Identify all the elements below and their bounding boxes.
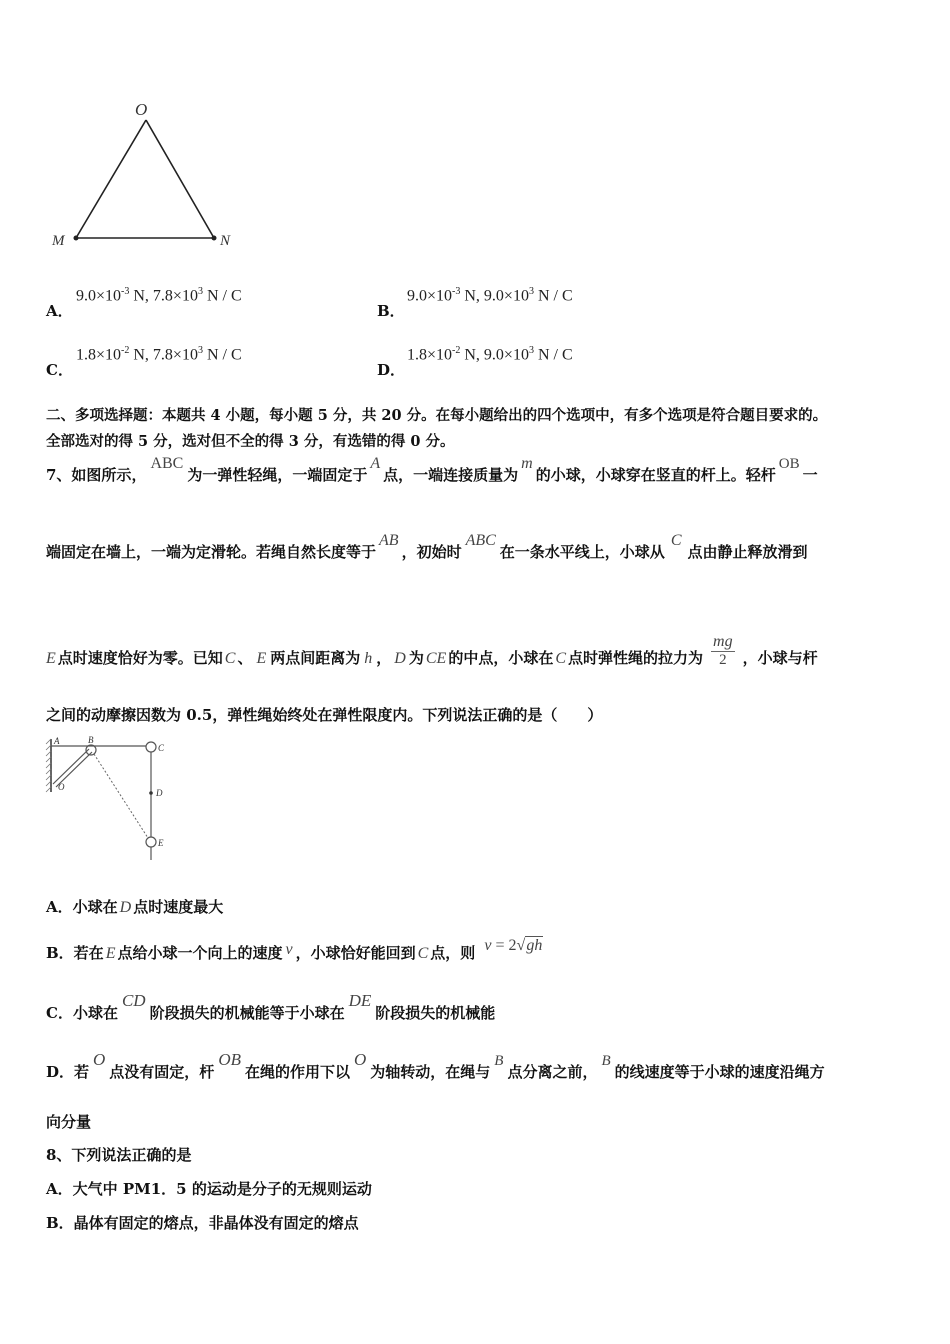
fig-label-e: E — [158, 838, 164, 848]
section-heading-line1: 二、多项选择题：本题共 4 小题，每小题 5 分，共 20 分。在每小题给出的四个选项中，有多个选项是符合题目要求的。 — [46, 407, 828, 424]
option-formula: $9.0\times 10^{-3}$ N, $7.8\times 10^3$ N / C — [76, 286, 242, 305]
option-letter: D． — [377, 361, 406, 379]
q7-option-d[interactable]: D．若O点没有固定，杆OB在绳的作用下以O为轴转动，在绳与B点分离之前，B的线速度等于小球的速度沿绳方 — [46, 1050, 825, 1081]
q7-option-b[interactable]: B．若在 E 点给小球一个向上的速度 v ，小球恰好能回到 C 点，则 v = 2√gh — [46, 937, 543, 962]
ball-c — [146, 742, 156, 752]
option-formula: $1.8\times 10^{-2}$ N, $9.0\times 10^3$ N / C — [407, 345, 573, 364]
fraction-mg-over-2: $\frac{mg}{2}$ — [713, 633, 733, 668]
q7-stem-line2: 端固定在墙上，一端为定滑轮。若绳自然长度等于AB，初始时ABC在一条水平线上，小球从C点由静止释放滑到 — [46, 532, 808, 561]
sqrt-sign: √ — [516, 937, 526, 954]
q7-option-c[interactable]: C．小球在CD阶段损失的机械能等于小球在DE阶段损失的机械能 — [46, 991, 496, 1022]
rope-stretched — [94, 754, 148, 838]
q8-option-a[interactable]: A．大气中 PM1．5 的运动是分子的无规则运动 — [46, 1180, 372, 1198]
label-n: N — [220, 233, 231, 249]
fig-label-d: D — [156, 788, 163, 798]
formula-v-2sqrtgh: v = 2√gh — [484, 937, 543, 954]
q7-option-a[interactable]: A．小球在 D 点时速度最大 — [46, 898, 224, 916]
q8-option-b[interactable]: B．晶体有固定的熔点，非晶体没有固定的熔点 — [46, 1214, 359, 1232]
option-formula: $9.0\times 10^{-3}$ N, $9.0\times 10^3$ N / C — [407, 286, 573, 305]
fig-label-o: O — [58, 782, 65, 792]
ball-e — [146, 837, 156, 847]
q7-stem-line1: 7、如图所示，ABC为一弹性轻绳，一端固定于A点，一端连接质量为m的小球，小球穿在竖直的杆上。轻杆OB一 — [46, 455, 818, 484]
q7-option-d-cont: 向分量 — [46, 1113, 92, 1131]
q7-figure — [44, 734, 184, 864]
section-heading-line2: 全部选对的得 5 分，选对但不全的得 3 分，有选错的得 0 分。 — [46, 433, 455, 450]
option-letter: C． — [46, 361, 73, 379]
triangle-figure — [40, 95, 260, 255]
q7-stem-line3: E 点时速度恰好为零。已知 C 、 E 两点间距离为 h ， D 为 CE 的中点，小球在 C 点时弹性绳的拉力为 $\frac{mg}{2}$ ，小球与杆 — [46, 633, 818, 668]
fig-label-a: A — [54, 736, 60, 746]
point-d — [149, 791, 153, 795]
option-letter: A． — [46, 302, 73, 320]
label-o: O — [135, 100, 148, 119]
fig-label-b: B — [88, 735, 94, 745]
q8-stem: 8、下列说法正确的是 — [46, 1146, 192, 1164]
option-letter: B． — [377, 302, 405, 320]
fig-label-c: C — [158, 743, 165, 753]
point-n — [212, 236, 217, 241]
point-m — [74, 236, 79, 241]
q7-stem-line4: 之间的动摩擦因数为 0.5，弹性绳始终处在弹性限度内。下列说法正确的是（ ） — [46, 706, 603, 724]
label-m: M — [52, 233, 65, 249]
option-formula: $1.8\times 10^{-2}$ N, $7.8\times 10^3$ N / C — [76, 345, 242, 364]
rod-ob-1 — [53, 749, 89, 784]
edge-om — [76, 120, 146, 238]
edge-on — [146, 120, 214, 238]
